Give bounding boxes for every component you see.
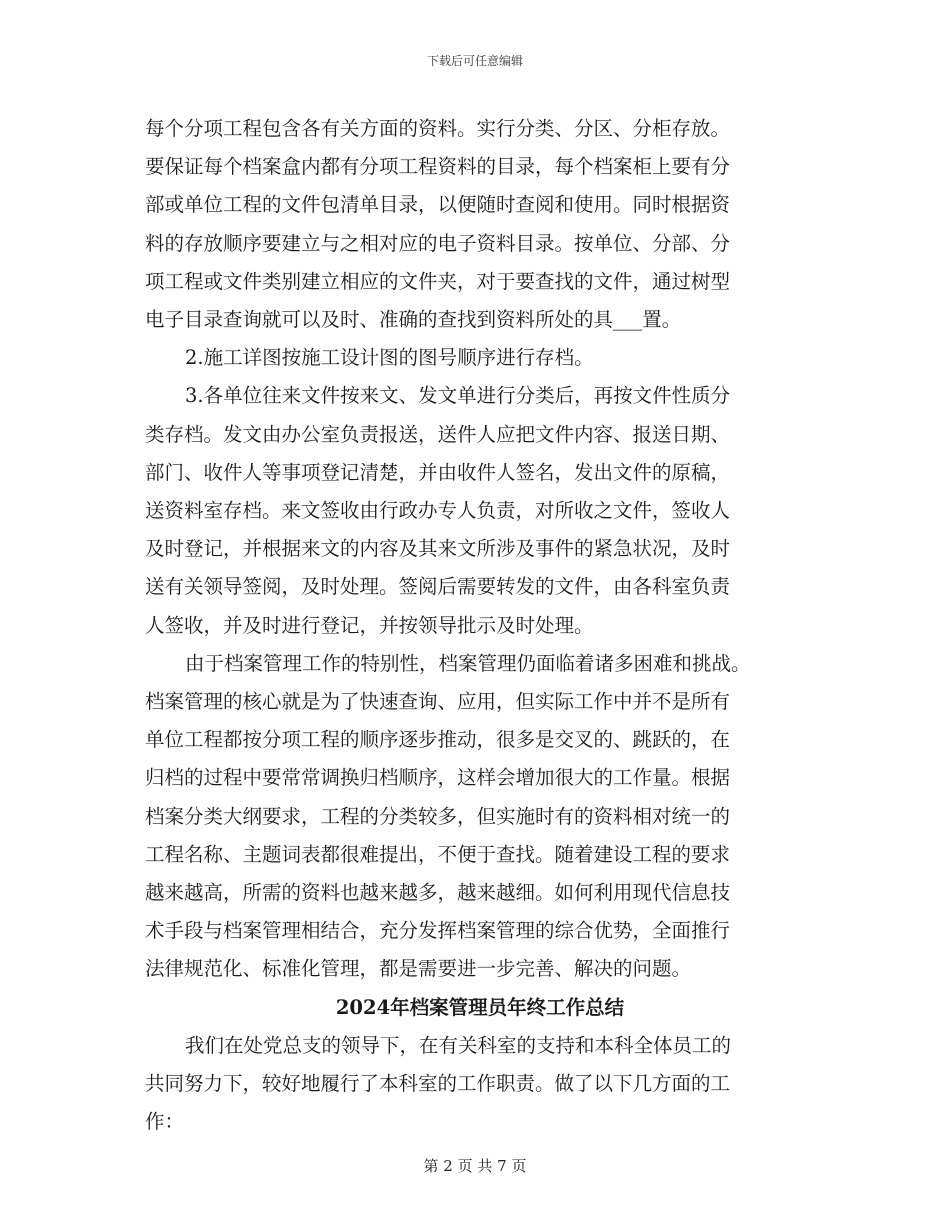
text-line: 档案管理的核心就是为了快速查询、应用，但实际工作中并不是所有 [145,690,731,714]
text-line: 法律规范化、标准化管理，都是需要进一步完善、解决的问题。 [145,957,692,981]
text-line: 由于档案管理工作的特别性，档案管理仍面临着诸多困难和挑战。 [185,651,751,675]
text-line: 部或单位工程的文件包清单目录，以便随时查阅和使用。同时根据资 [145,193,731,217]
section-title: 2024年档案管理员年终工作总结 [335,995,625,1019]
text-line: 档案分类大纲要求，工程的分类较多，但实施时有的资料相对统一的 [145,804,731,828]
text-line: 人签收，并及时进行登记，并按领导批示及时处理。 [145,613,594,637]
page-number: 第 2 页 共 7 页 [423,1157,527,1175]
text-line: 单位工程都按分项工程的顺序逐步推动，很多是交叉的、跳跃的，在 [145,728,731,752]
text-line: 每个分项工程包含各有关方面的资料。实行分类、分区、分柜存放。 [145,117,731,140]
text-line: 归档的过程中要常常调换归档顺序，这样会增加很大的工作量。根据 [145,766,731,790]
text-line: 3.各单位往来文件按来文、发文单进行分类后，再按文件性质分 [185,384,731,408]
text-line: 我们在处党总支的领导下，在有关科室的支持和本科全体员工的 [185,1033,732,1057]
text-line: 送有关领导签阅，及时处理。签阅后需要转发的文件，由各科室负责 [145,575,731,599]
text-line: 术手段与档案管理相结合，充分发挥档案管理的综合优势，全面推行 [145,919,731,943]
text-line: 部门、收件人等事项登记清楚，并由收件人签名，发出文件的原稿， [145,460,731,484]
text-line: 送资料室存档。来文签收由行政办专人负责，对所收之文件，签收人 [145,499,731,523]
text-line: 作： [145,1110,185,1134]
text-line: 及时登记，并根据来文的内容及其来文所涉及事件的紧急状况，及时 [145,537,731,561]
text-line: 越来越高，所需的资料也越来越多，越来越细。如何利用现代信息技 [145,881,731,905]
text-line: 要保证每个档案盒内都有分项工程资料的目录，每个档案柜上要有分 [145,155,731,179]
text-line: 工程名称、主题词表都很难提出，不便于查找。随着建设工程的要求 [145,842,731,866]
text-line: 共同努力下，较好地履行了本科室的工作职责。做了以下几方面的工 [145,1072,731,1096]
text-line: 2.施工详图按施工设计图的图号顺序进行存档。 [185,346,594,370]
text-line: 类存档。发文由办公室负责报送，送件人应把文件内容、报送日期、 [145,422,731,446]
document-body [145,110,815,1141]
text-line: 料的存放顺序要建立与之相对应的电子资料目录。按单位、分部、分 [145,231,731,255]
page-header: 下载后可任意编辑 [426,54,523,68]
text-line: 电子目录查询就可以及时、准确的查找到资料所处的具___置。 [145,308,682,332]
text-line: 项工程或文件类别建立相应的文件夹，对于要查找的文件，通过树型 [145,269,731,293]
